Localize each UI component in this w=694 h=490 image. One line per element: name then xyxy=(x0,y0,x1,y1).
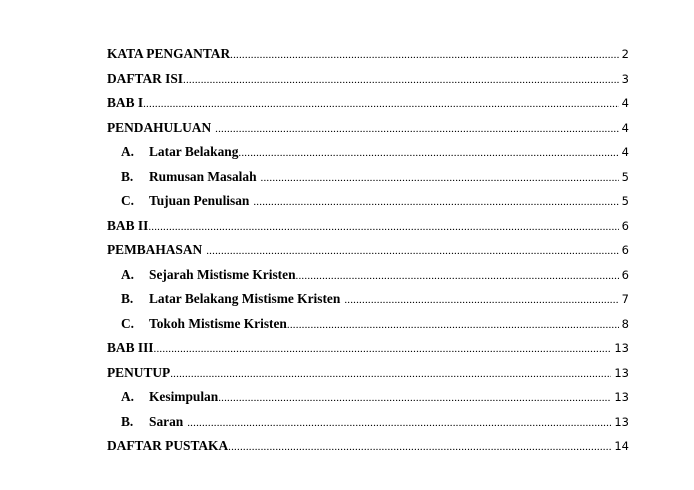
toc-entry-letter: A. xyxy=(121,144,135,159)
toc-page-number: 4 xyxy=(621,145,629,159)
dot-leader xyxy=(344,291,618,309)
toc-page-number: 13 xyxy=(614,365,629,380)
toc-page-number: 13 xyxy=(614,390,629,404)
toc-entry-latar-belakang-mistisme-kristen[interactable] xyxy=(107,290,629,315)
dot-leader xyxy=(261,169,619,187)
toc-entry-tokoh-mistisme-kristen[interactable] xyxy=(107,315,629,340)
toc-entry-label: Rumusan Masalah xyxy=(149,168,257,184)
toc-entry-label: Kesimpulan xyxy=(149,389,219,404)
toc-page-number: 6 xyxy=(621,243,629,257)
toc-page-number: 3 xyxy=(621,71,629,86)
toc-entry-sejarah-mistisme-kristen[interactable] xyxy=(107,266,629,291)
toc-page-number: 5 xyxy=(621,194,629,208)
toc-page-number: 6 xyxy=(621,267,629,282)
toc-entry-label: BAB III xyxy=(107,340,154,355)
dot-leader xyxy=(143,95,619,113)
toc-entry-pendahuluan[interactable] xyxy=(107,119,629,144)
toc-entry-letter: C. xyxy=(121,315,135,331)
dot-leader xyxy=(230,46,619,64)
toc-entry-bab-ii[interactable] xyxy=(107,217,629,242)
table-of-contents xyxy=(107,45,629,462)
toc-entry-rumusan-masalah[interactable] xyxy=(107,168,629,193)
toc-page-number: 13 xyxy=(614,341,629,355)
dot-leader xyxy=(238,144,618,162)
dot-leader xyxy=(183,71,619,89)
toc-entry-label: Saran xyxy=(149,413,184,429)
toc-entry-label: Tokoh Mistisme Kristen xyxy=(149,315,287,331)
dot-leader xyxy=(253,193,618,211)
toc-entry-tujuan-penulisan[interactable] xyxy=(107,192,629,217)
toc-entry-letter: A. xyxy=(121,389,135,404)
toc-entry-label: KATA PENGANTAR xyxy=(107,46,231,61)
toc-entry-pembahasan[interactable] xyxy=(107,241,629,266)
toc-entry-letter: A. xyxy=(121,266,135,282)
toc-entry-daftar-pustaka[interactable] xyxy=(107,437,629,462)
toc-entry-label: Latar Belakang xyxy=(149,144,239,159)
dot-leader xyxy=(215,120,619,138)
toc-entry-label: Latar Belakang Mistisme Kristen xyxy=(149,291,341,306)
toc-entry-latar-belakang[interactable] xyxy=(107,143,629,168)
toc-entry-label: BAB II xyxy=(107,217,149,233)
toc-entry-label: DAFTAR PUSTAKA xyxy=(107,438,229,453)
toc-entry-bab-i[interactable] xyxy=(107,94,629,119)
dot-leader xyxy=(154,340,612,358)
toc-page-number: 13 xyxy=(614,414,629,429)
toc-entry-kesimpulan[interactable] xyxy=(107,388,629,413)
toc-page-number: 5 xyxy=(621,169,629,184)
dot-leader xyxy=(148,218,618,236)
toc-entry-saran[interactable] xyxy=(107,413,629,438)
dot-leader xyxy=(187,414,611,432)
dot-leader xyxy=(206,242,618,260)
toc-entry-bab-iii[interactable] xyxy=(107,339,629,364)
toc-entry-letter: B. xyxy=(121,413,134,429)
dot-leader xyxy=(218,389,611,407)
toc-page-number: 4 xyxy=(621,96,629,110)
toc-entry-label: DAFTAR ISI xyxy=(107,70,184,86)
toc-page-number: 2 xyxy=(621,47,629,61)
dot-leader xyxy=(228,438,611,456)
toc-entry-daftar-isi[interactable] xyxy=(107,70,629,95)
toc-entry-label: Sejarah Mistisme Kristen xyxy=(149,266,296,282)
toc-page-number: 7 xyxy=(621,292,629,306)
toc-entry-letter: B. xyxy=(121,291,134,306)
dot-leader xyxy=(170,365,611,383)
toc-entry-kata-pengantar[interactable] xyxy=(107,45,629,70)
dot-leader xyxy=(296,267,619,285)
toc-page-number: 6 xyxy=(621,218,629,233)
toc-page-number: 14 xyxy=(614,439,629,453)
toc-entry-label: Tujuan Penulisan xyxy=(149,193,250,208)
toc-entry-letter: C. xyxy=(121,193,135,208)
toc-entry-label: PEMBAHASAN xyxy=(107,242,203,257)
toc-entry-label: BAB I xyxy=(107,95,144,110)
dot-leader xyxy=(287,316,619,334)
toc-page-number: 4 xyxy=(621,120,629,135)
toc-entry-penutup[interactable] xyxy=(107,364,629,389)
toc-entry-label: PENUTUP xyxy=(107,364,171,380)
toc-page-number: 8 xyxy=(621,316,629,331)
toc-entry-label: PENDAHULUAN xyxy=(107,119,212,135)
toc-entry-letter: B. xyxy=(121,168,134,184)
